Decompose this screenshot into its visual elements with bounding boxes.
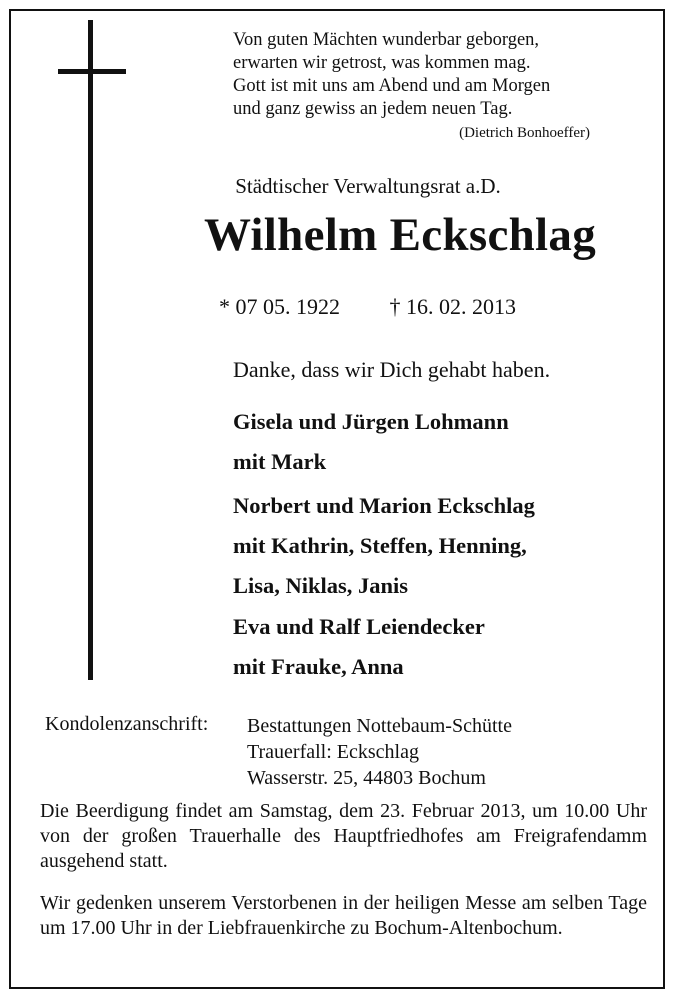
thanks-line: Danke, dass wir Dich gehabt haben. <box>233 357 551 382</box>
birth-date: * 07 05. 1922 <box>219 294 340 319</box>
cross-icon-bar <box>58 69 126 74</box>
family-line: Gisela und Jürgen Lohmann <box>233 409 509 434</box>
poem-line: und ganz gewiss an jedem neuen Tag. <box>233 99 513 119</box>
family-line: mit Frauke, Anna <box>233 654 404 679</box>
family-line: Eva und Ralf Leiendecker <box>233 614 485 639</box>
family-line: Lisa, Niklas, Janis <box>233 573 409 598</box>
deceased-name: Wilhelm Eckschlag <box>203 209 597 261</box>
family-line: mit Mark <box>233 449 327 474</box>
condolence-address <box>247 713 512 791</box>
address-line: Trauerfall: Eckschlag <box>247 741 419 763</box>
life-dates <box>219 294 516 320</box>
death-date: † 16. 02. 2013 <box>389 294 516 319</box>
poem-line: Gott ist mit uns am Abend und am Morgen <box>233 76 551 96</box>
family-line: Norbert und Marion Eckschlag <box>233 493 535 518</box>
condolence-label: Kondolenzanschrift: <box>45 713 209 735</box>
address-line: Bestattungen Nottebaum-Schütte <box>247 715 512 737</box>
family-group <box>233 486 535 606</box>
funeral-info: Die Beerdigung findet am Samstag, dem 23. Februar 2013, um 10.00 Uhr von der großen Trauerhalle des Hauptfriedhofes am Freigrafendamm ausgehend statt. <box>40 800 647 872</box>
poem-line: erwarten wir getrost, was kommen mag. <box>233 53 531 73</box>
mass-info: Wir gedenken unserem Verstorbenen in der heiligen Messe am selben Tage um 17.00 Uhr in der Liebfrauenkirche zu Bochum-Altenbochum. <box>40 892 647 939</box>
deceased-title: Städtischer Verwaltungsrat a.D. <box>235 174 501 198</box>
poem <box>233 29 550 121</box>
family-group <box>233 402 509 482</box>
poem-author: (Dietrich Bonhoeffer) <box>459 125 590 141</box>
poem-line: Von guten Mächten wunderbar geborgen, <box>233 30 540 50</box>
address-line: Wasserstr. 25, 44803 Bochum <box>247 767 486 789</box>
family-group <box>233 607 485 687</box>
cross-icon <box>88 20 93 680</box>
family-line: mit Kathrin, Steffen, Henning, <box>233 533 527 558</box>
